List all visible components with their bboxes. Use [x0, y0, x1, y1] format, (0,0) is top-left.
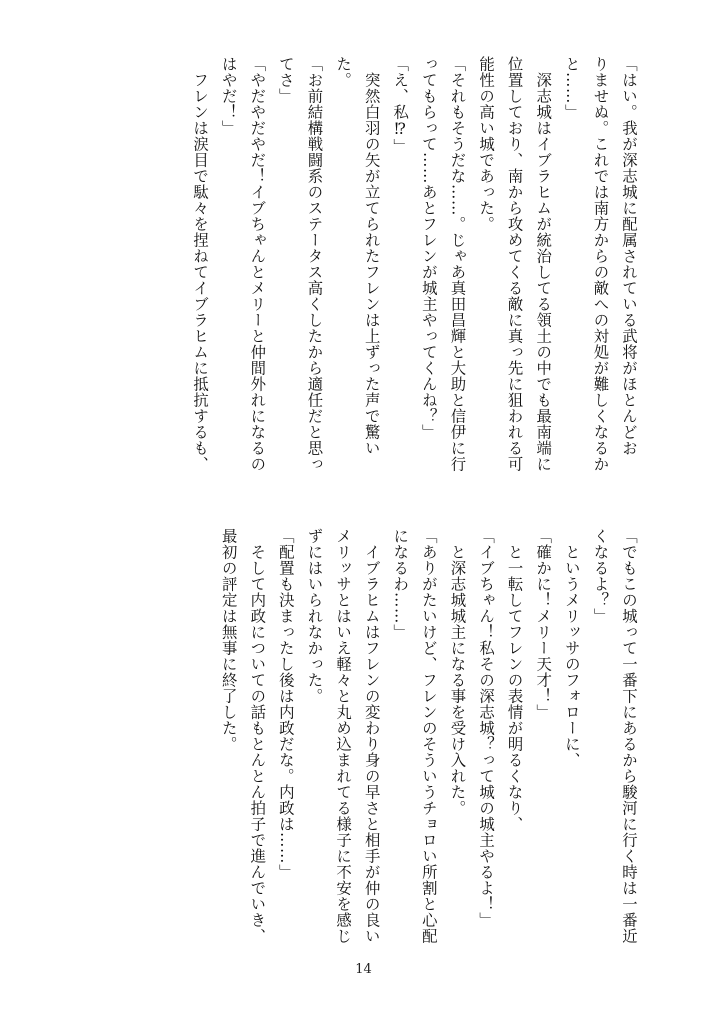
text-line: ってもらって……あとフレンが城主やってくんね？」	[419, 56, 438, 440]
text-line: と深志城城主になる事を受け入れた。	[448, 528, 467, 816]
text-line: 「はい。我が深志城に配属されている武将がほとんどお	[620, 56, 638, 456]
text-line: 「ありがたいけど、フレンのそういうチョロい所割と心配	[419, 528, 438, 944]
text-line: 突然白羽の矢が立てられたフレンは上ずった声で驚い	[362, 56, 381, 456]
text-line: 最初の評定は無事に終了した。	[219, 528, 238, 752]
text-line: 能性の高い城であった。	[477, 56, 496, 232]
text-line: というメリッサのフォローに、	[562, 528, 581, 768]
text-line: 「確かに！メリー天才！」	[534, 528, 553, 720]
text-line: 「え、私⁉」	[391, 56, 410, 155]
bottom-text-block	[214, 528, 643, 944]
text-line: 「お前結構戦闘系のステータス高くしたから適任だと思っ	[305, 56, 324, 472]
text-line: りませぬ。これでは南方からの敵への対処が難しくなるか	[591, 56, 610, 472]
text-line: 位置しており、南から攻めてくる敵に真っ先に狙われる可	[505, 56, 524, 472]
text-line: そして内政についての話もとんとん拍子で進んでいき、	[248, 528, 267, 944]
page-number: 14	[355, 962, 372, 977]
text-line: と……」	[562, 56, 581, 120]
text-line: になるわ……」	[391, 528, 410, 640]
text-line: 「配置も決まったし後は内政だな。内政は……」	[276, 528, 295, 880]
text-line: イブラヒムはフレンの変わり身の早さと相手が仲の良い	[362, 528, 381, 944]
top-text-block	[186, 56, 644, 496]
text-line: メリッサとはいえ軽々と丸め込まれてる様子に不安を感じ	[334, 528, 353, 944]
text-line: 「やだやだやだ！イブちゃんとメリーと仲間外れになるの	[248, 56, 267, 472]
text-line: くなるよ？」	[591, 528, 610, 624]
text-line: 「イブちゃん！私その深志城？って城の城主やるよ！」	[477, 528, 496, 928]
text-line: フレンは涙目で駄々を捏ねてイブラヒムに抵抗するも、	[191, 56, 210, 472]
text-line: 「でもこの城って一番下にあるから駿河に行く時は一番近	[620, 528, 638, 944]
text-line: 「それもそうだな……。じゃあ真田昌輝と大助と信伊に行	[448, 56, 467, 472]
text-line: と一転してフレンの表情が明るくなり、	[505, 528, 524, 832]
text-line: てさ」	[276, 56, 295, 104]
text-line: た。	[334, 56, 353, 88]
text-line: ずにはいられなかった。	[305, 528, 324, 704]
text-line: はやだ！」	[219, 56, 238, 136]
text-line: 深志城はイブラヒムが統治してる領土の中でも最南端に	[534, 56, 553, 472]
